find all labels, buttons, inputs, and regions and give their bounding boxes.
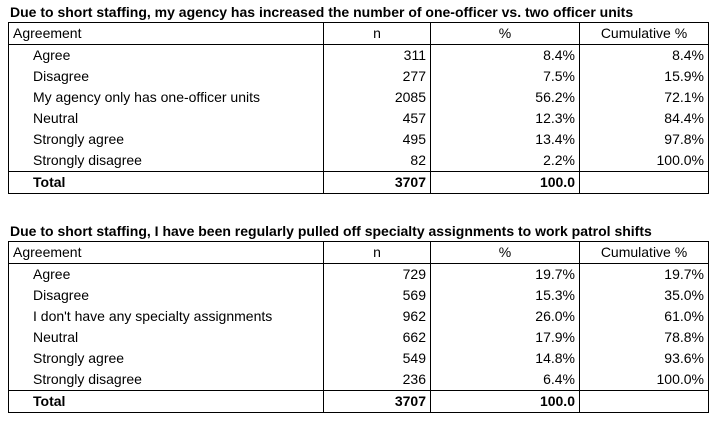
header-agreement: Agreement bbox=[9, 242, 324, 264]
row-label: My agency only has one-officer units bbox=[9, 87, 324, 108]
header-n: n bbox=[324, 23, 431, 45]
row-n: 662 bbox=[324, 327, 431, 348]
row-n: 495 bbox=[324, 129, 431, 150]
table-row bbox=[9, 108, 709, 129]
total-label: Total bbox=[9, 391, 324, 413]
table-block-one-officer-units bbox=[8, 3, 704, 194]
row-cumulative: 100.0% bbox=[656, 152, 704, 168]
row-percent: 13.4% bbox=[431, 129, 580, 150]
row-cumulative: 72.1% bbox=[664, 89, 704, 105]
row-n: 82 bbox=[324, 150, 431, 172]
header-percent: % bbox=[431, 23, 580, 45]
table-total-row bbox=[9, 391, 709, 413]
row-label: Strongly disagree bbox=[9, 369, 324, 391]
total-percent: 100.0 bbox=[431, 172, 580, 194]
row-label: I don't have any specialty assignments bbox=[9, 306, 324, 327]
row-n: 2085 bbox=[324, 87, 431, 108]
header-n: n bbox=[324, 242, 431, 264]
row-label: Strongly agree bbox=[9, 348, 324, 369]
row-percent: 7.5% bbox=[431, 66, 580, 87]
table-row bbox=[9, 306, 709, 327]
row-cumulative: 78.8% bbox=[664, 329, 704, 345]
total-percent: 100.0 bbox=[431, 391, 580, 413]
row-n: 549 bbox=[324, 348, 431, 369]
row-percent: 26.0% bbox=[431, 306, 580, 327]
row-cumulative: 19.7% bbox=[664, 266, 704, 282]
table-row bbox=[9, 129, 709, 150]
table-header-row bbox=[9, 23, 709, 45]
row-percent: 14.8% bbox=[431, 348, 580, 369]
row-n: 236 bbox=[324, 369, 431, 391]
row-percent: 15.3% bbox=[431, 285, 580, 306]
total-label: Total bbox=[9, 172, 324, 194]
row-label: Neutral bbox=[9, 108, 324, 129]
row-n: 457 bbox=[324, 108, 431, 129]
row-percent: 6.4% bbox=[431, 369, 580, 391]
row-n: 277 bbox=[324, 66, 431, 87]
row-label: Agree bbox=[9, 45, 324, 67]
row-percent: 56.2% bbox=[431, 87, 580, 108]
row-cumulative: 93.6% bbox=[664, 350, 704, 366]
table-row bbox=[9, 87, 709, 108]
row-percent: 19.7% bbox=[431, 264, 580, 286]
table-block-specialty-assignments bbox=[8, 222, 704, 413]
total-cumulative bbox=[580, 172, 709, 194]
row-n: 569 bbox=[324, 285, 431, 306]
frequency-table bbox=[8, 22, 709, 194]
table-row bbox=[9, 348, 709, 369]
header-cumulative: Cumulative % bbox=[580, 242, 709, 264]
row-label: Strongly agree bbox=[9, 129, 324, 150]
row-label: Disagree bbox=[9, 285, 324, 306]
row-label: Agree bbox=[9, 264, 324, 286]
table-row bbox=[9, 45, 709, 67]
row-percent: 2.2% bbox=[431, 150, 580, 172]
table-total-row bbox=[9, 172, 709, 194]
total-n: 3707 bbox=[324, 172, 431, 194]
table-row bbox=[9, 66, 709, 87]
row-cumulative: 15.9% bbox=[664, 68, 704, 84]
table-row bbox=[9, 327, 709, 348]
total-n: 3707 bbox=[324, 391, 431, 413]
table-header-row bbox=[9, 242, 709, 264]
row-label: Disagree bbox=[9, 66, 324, 87]
row-cumulative: 61.0% bbox=[664, 308, 704, 324]
table-title: Due to short staffing, my agency has increased the number of one-officer vs. two officer units bbox=[10, 4, 634, 20]
row-cumulative: 100.0% bbox=[656, 371, 704, 387]
table-row bbox=[9, 150, 709, 172]
table-row bbox=[9, 285, 709, 306]
frequency-table bbox=[8, 241, 709, 413]
row-n: 962 bbox=[324, 306, 431, 327]
header-agreement: Agreement bbox=[9, 23, 324, 45]
table-row bbox=[9, 369, 709, 391]
row-cumulative: 35.0% bbox=[664, 287, 704, 303]
row-percent: 17.9% bbox=[431, 327, 580, 348]
header-cumulative: Cumulative % bbox=[580, 23, 709, 45]
header-percent: % bbox=[431, 242, 580, 264]
row-n: 311 bbox=[324, 45, 431, 67]
row-cumulative: 97.8% bbox=[664, 131, 704, 147]
row-n: 729 bbox=[324, 264, 431, 286]
row-percent: 12.3% bbox=[431, 108, 580, 129]
row-cumulative: 8.4% bbox=[672, 47, 704, 63]
total-cumulative bbox=[580, 391, 709, 413]
row-percent: 8.4% bbox=[431, 45, 580, 67]
row-label: Strongly disagree bbox=[9, 150, 324, 172]
table-title: Due to short staffing, I have been regularly pulled off specialty assignments to work patrol shifts bbox=[10, 223, 652, 239]
row-cumulative: 84.4% bbox=[664, 110, 704, 126]
table-row bbox=[9, 264, 709, 286]
row-label: Neutral bbox=[9, 327, 324, 348]
